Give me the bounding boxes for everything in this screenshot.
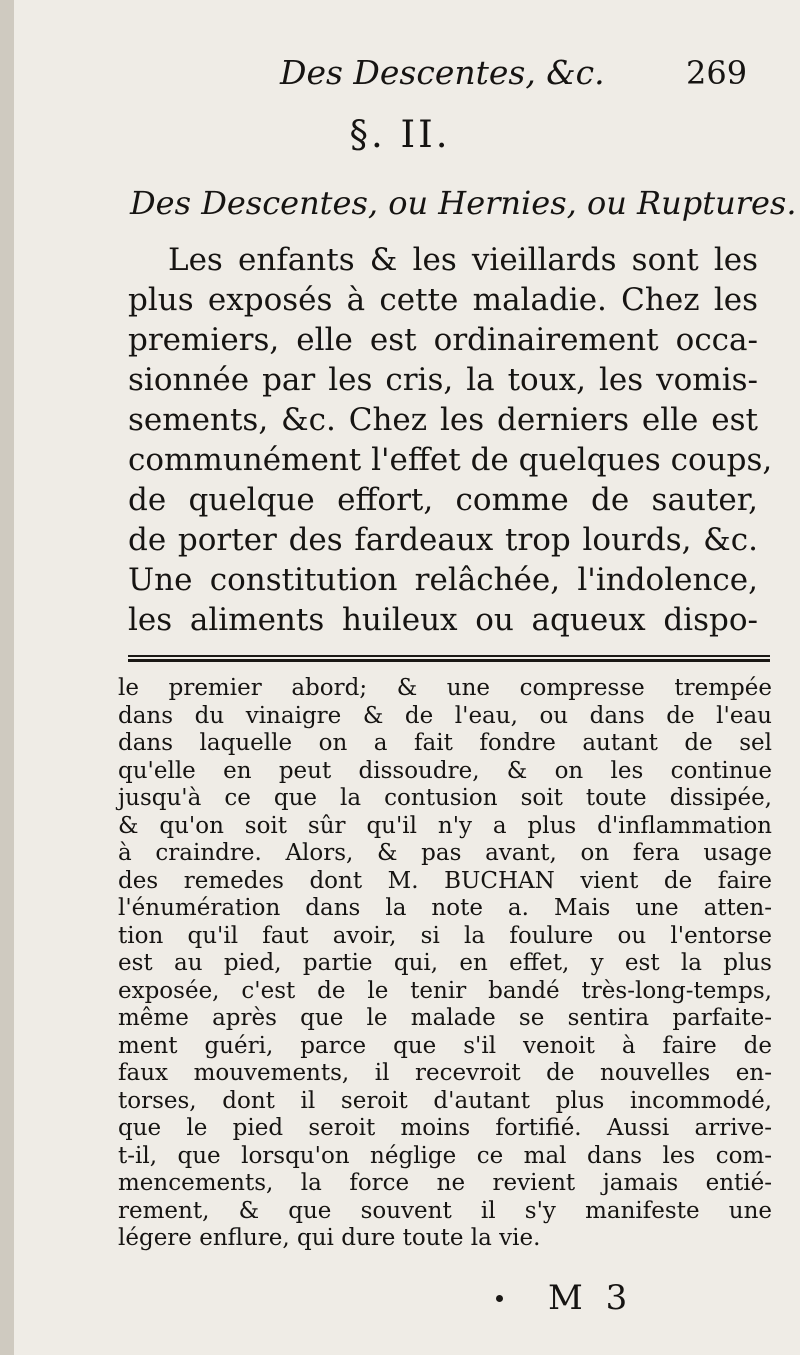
- text-line: premiers, elle est ordinairement occa-: [128, 322, 758, 358]
- note-line: ment guéri, parce que s'il venoit à faire de: [118, 1032, 772, 1059]
- note-line: t-il, que lorsqu'on néglige ce mal dans les com-: [118, 1142, 772, 1169]
- section-title: Des Descentes, ou Hernies, ou Ruptures.: [130, 184, 797, 222]
- note-line: jusqu'à ce que la contusion soit toute dissipée,: [118, 785, 772, 811]
- running-head-title: Des Descentes, &c.: [280, 53, 605, 92]
- running-head: [0, 48, 800, 98]
- note-line: faux mouvements, il recevroit de nouvelles en-: [118, 1060, 772, 1086]
- text-line: de porter des fardeaux trop lourds, &c.: [128, 522, 758, 558]
- main-text: [128, 240, 773, 640]
- text-line: les aliments huileux ou aqueux dispo-: [128, 602, 758, 638]
- note-line: mencements, la force ne revient jamais entié-: [118, 1170, 772, 1196]
- note-line: exposée, c'est de le tenir bandé très-long-temps,: [118, 977, 772, 1004]
- note-line: le premier abord; & une compresse trempée: [118, 675, 772, 701]
- text-line: de quelque effort, comme de sauter,: [128, 482, 758, 518]
- note-line: que le pied seroit moins fortifié. Aussi arrive-: [118, 1115, 772, 1141]
- note-line: des remedes dont M. BUCHAN vient de faire: [118, 867, 772, 894]
- note-line: l'énumération dans la note a. Mais une atten-: [118, 895, 772, 921]
- note-line: dans laquelle on a fait fondre autant de sel: [118, 730, 772, 756]
- note-line: légere enflure, qui dure toute la vie.: [118, 1225, 541, 1251]
- note-line: à craindre. Alors, & pas avant, on fera usage: [118, 840, 772, 866]
- note-line: dans du vinaigre & de l'eau, ou dans de l'eau: [118, 702, 772, 729]
- note-line: même après que le malade se sentira parfaite-: [118, 1005, 772, 1031]
- note-line: qu'elle en peut dissoudre, & on les continue: [118, 757, 772, 784]
- page-gutter-edge: [0, 0, 14, 1355]
- text-line: plus exposés à cette maladie. Chez les: [128, 282, 758, 318]
- text-line: sements, &c. Chez les derniers elle est: [128, 402, 758, 438]
- text-line: sionnée par les cris, la toux, les vomis-: [128, 362, 758, 398]
- note-line: torses, dont il seroit d'autant plus incommodé,: [118, 1087, 772, 1114]
- text-line: communément l'effet de quelques coups,: [128, 442, 773, 478]
- text-line: Une constitution relâchée, l'indolence,: [128, 562, 758, 598]
- ink-dot: [496, 1295, 503, 1302]
- note-line: & qu'on soit sûr qu'il n'y a plus d'inflammation: [118, 812, 772, 839]
- note-line: est au pied, partie qui, en effet, y est la plus: [118, 950, 772, 976]
- section-number: §. II.: [349, 113, 451, 156]
- footnote-text: [118, 675, 772, 1253]
- note-line: tion qu'il faut avoir, si la foulure ou l'entorse: [118, 922, 772, 949]
- note-line: rement, & que souvent il s'y manifeste une: [118, 1197, 772, 1224]
- text-line: Les enfants & les vieillards sont les: [168, 242, 758, 278]
- footnote-separator-rule: [128, 655, 770, 662]
- signature-mark: M 3: [548, 1278, 634, 1318]
- page-number: 269: [686, 54, 748, 92]
